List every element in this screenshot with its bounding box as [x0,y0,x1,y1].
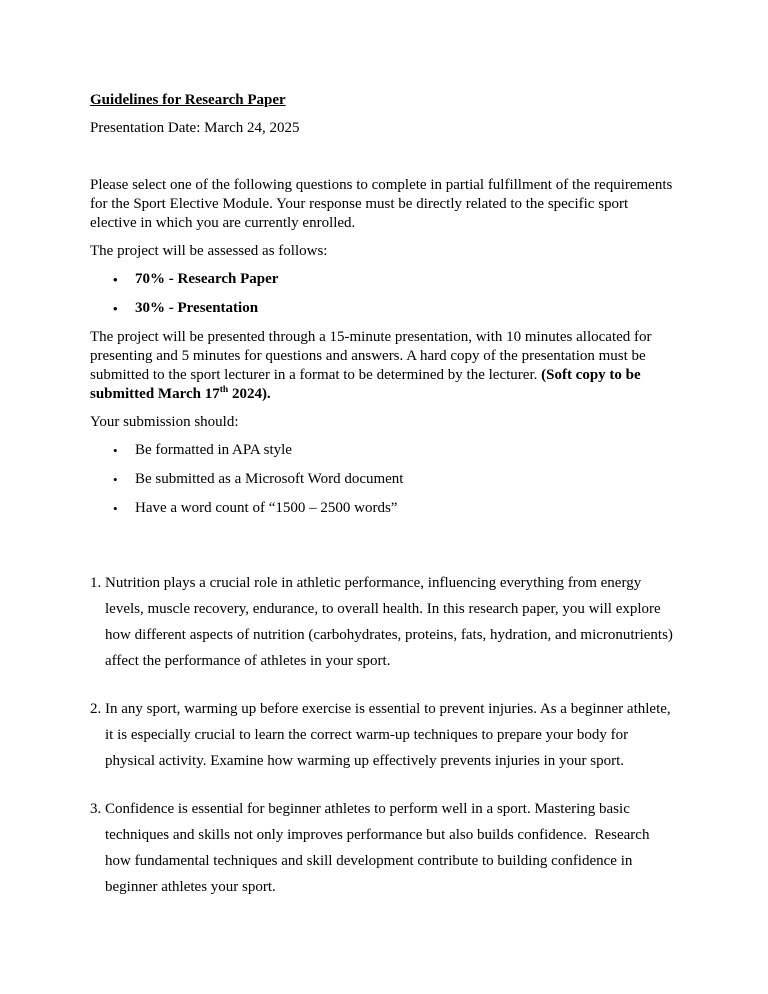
bullet-icon: • [113,472,118,487]
question-list [90,570,678,900]
list-item-text: Have a word count of “1500 – 2500 words” [135,500,398,516]
blank-line [90,528,678,570]
presentation-details-text: The project will be presented through a 15-minute presentation, with 10 minutes allocated for presenting and 5 minutes for questions and answers. A hard copy of the presentation must be submitted to the sport lecturer in a format to be determined by the lecturer. [90,329,652,383]
question-item-3 [90,796,678,900]
question-number: 3. [90,801,102,817]
bullet-icon: • [113,443,118,458]
blank-line [90,147,678,176]
list-item [90,299,678,318]
question-text: Confidence is essential for beginner athletes to perform well in a sport. Mastering basic techniques and skills not only improves performance but also builds confidence. Research how fundamental techniques and skill development contribute to building confidence in beginner athletes your sport. [105,801,654,895]
assessment-list [90,270,678,318]
intro-paragraph: Please select one of the following questions to complete in partial fulfillment of the requirements for the Sport Elective Module. Your response must be directly related to the specific sport elective in which you are currently enrolled. [90,177,673,231]
list-item [90,470,678,489]
list-item-text: Be formatted in APA style [135,442,292,458]
question-text: In any sport, warming up before exercise is essential to prevent injuries. As a beginner athlete, it is especially crucial to learn the correct warm-up techniques to prepare your body for physical activity. Examine how warming up effectively prevents injuries in your sport. [105,701,675,769]
soft-copy-note: (Soft copy to be submitted March 17 [90,367,641,402]
bullet-icon: • [113,272,118,287]
question-number: 2. [90,701,102,717]
question-item-2 [90,696,678,774]
list-item [90,499,678,518]
list-item-text: 70% - Research Paper [135,271,279,287]
question-item-1 [90,570,678,674]
question-text: Nutrition plays a crucial role in athletic performance, influencing everything from energy levels, muscle recovery, endurance, to overall health. In this research paper, you will explore how different aspects of nutrition (carbohydrates, proteins, fats, hydration, and micronutrients) affect the performance of athletes in your sport. [105,575,677,669]
question-number: 1. [90,575,102,591]
list-item [90,441,678,460]
ordinal-superscript: th [219,385,229,395]
list-item [90,270,678,289]
presentation-date: Presentation Date: March 24, 2025 [90,120,300,136]
assessment-intro: The project will be assessed as follows: [90,243,328,259]
document-title: Guidelines for Research Paper [90,92,286,108]
submission-intro: Your submission should: [90,414,239,430]
bullet-icon: • [113,301,118,316]
list-item-text: Be submitted as a Microsoft Word document [135,471,404,487]
presentation-details-paragraph [90,328,678,404]
bullet-icon: • [113,501,118,516]
submission-list [90,441,678,518]
soft-copy-note-end: 2024). [228,386,271,402]
list-item-text: 30% - Presentation [135,300,259,316]
